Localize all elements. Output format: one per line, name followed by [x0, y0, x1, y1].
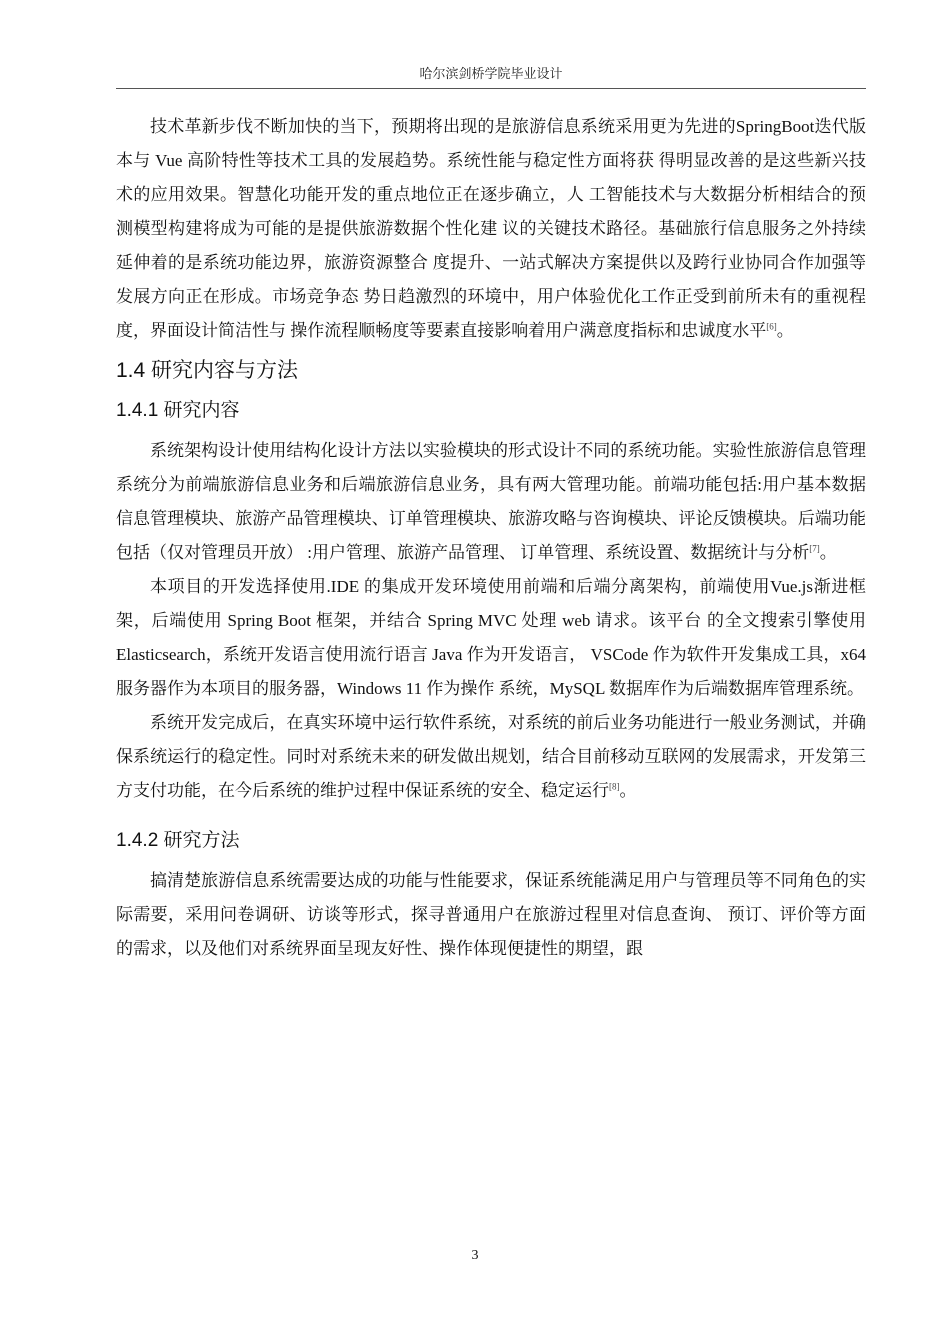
running-header: 哈尔滨剑桥学院毕业设计 [116, 66, 866, 89]
section-heading-1-4: 1.4 研究内容与方法 [116, 359, 299, 382]
research-content-paragraph-3: 系统开发完成后，在真实环境中运行软件系统，对系统的前后业务功能进行一般业务测试，并确保系统运行的稳定性。同时对系统未来的研发做出规划，结合目前移动互联网的发展需求，开发第三方支付功能，在今后系统的维护过程中保证系统的安全、稳定运行[8]。 [116, 713, 866, 800]
research-content-paragraph-2: 本项目的开发选择使用.IDE 的集成开发环境使用前端和后端分离架构，前端使用Vue.js渐进框架，后端使用 Spring Boot 框架，并结合 Spring MVC 处理 web 请求。该平台 的全文搜索引擎使用 Elasticsearch，系统开发语言使用流行语言 Java 作为开发语言， VSCode 作为软件开发集成工具，x64 服务器作为本项目的服务器，Windows 11 作为操作 系统，MySQL 数据库作为后端数据库管理系统。 [116, 577, 866, 698]
research-content-paragraph-1: 系统架构设计使用结构化设计方法以实验模块的形式设计不同的系统功能。实验性旅游信息管理系统分为前端旅游信息业务和后端旅游信息业务，具有两大管理功能。前端功能包括:用户基本数据信息管理模块、旅游产品管理模块、订单管理模块、旅游攻略与咨询模块、评论反馈模块。后端功能包括（仅对管理员开放） :用户管理、旅游产品管理、 订单管理、系统设置、数据统计与分析[7]。 [116, 441, 866, 562]
section-heading-1-4-1: 1.4.1 研究内容 [116, 400, 240, 421]
citation-7: [7] [809, 543, 820, 554]
document-body [116, 110, 866, 966]
research-method-paragraph-1: 搞清楚旅游信息系统需要达成的功能与性能要求，保证系统能满足用户与管理员等不同角色的实际需要，采用问卷调研、访谈等形式，探寻普通用户在旅游过程里对信息查询、 预订、评价等方面的需求，以及他们对系统界面呈现友好性、操作体现便捷性的期望，跟 [116, 871, 866, 958]
citation-8: [8] [609, 781, 620, 792]
intro-paragraph: 技术革新步伐不断加快的当下，预期将出现的是旅游信息系统采用更为先进的SpringBoot迭代版本与 Vue 高阶特性等技术工具的发展趋势。系统性能与稳定性方面将获 得明显改善的是这些新兴技术的应用效果。智慧化功能开发的重点地位正在逐步确立，人 工智能技术与大数据分析相结合的预测模型构建将成为可能的是提供旅游数据个性化建 议的关键技术路径。基础旅行信息服务之外持续延伸着的是系统功能边界，旅游资源整合 度提升、一站式解决方案提供以及跨行业协同合作加强等发展方向正在形成。市场竞争态 势日趋激烈的环境中，用户体验优化工作正受到前所未有的重视程度，界面设计简洁性与 操作流程顺畅度等要素直接影响着用户满意度指标和忠诚度水平[6]。 [116, 117, 866, 340]
section-heading-1-4-2: 1.4.2 研究方法 [116, 830, 240, 851]
page-number: 3 [471, 1248, 479, 1263]
citation-6: [6] [766, 321, 777, 332]
